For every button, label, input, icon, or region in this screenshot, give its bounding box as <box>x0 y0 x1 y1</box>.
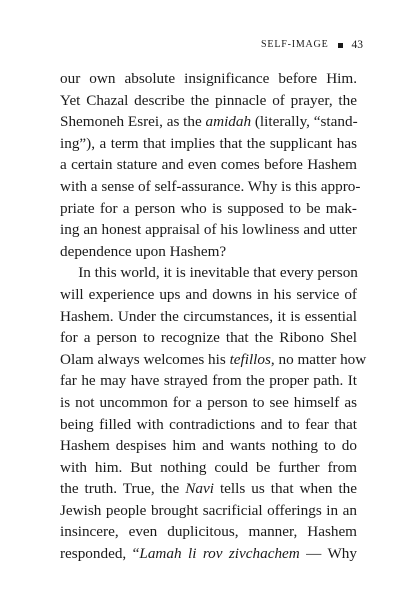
text-line: is not uncommon for a person to see himself as <box>60 393 357 411</box>
text-line: Olam always welcomes his tefillos, no matter how <box>60 350 367 368</box>
text-line: ing an honest appraisal of his lowliness and utter <box>60 221 357 239</box>
text-line: will experience ups and downs in his service of <box>60 285 357 303</box>
text-line: with him. But nothing could be further from <box>60 458 357 476</box>
paragraph <box>60 68 361 262</box>
text-line: responded, “Lamah li rov zivchachem — Why <box>60 545 357 563</box>
italic-term: Navi <box>185 480 214 498</box>
text-line: dependence upon Hashem? <box>60 242 227 260</box>
text-line: priate for a person who is supposed to be mak- <box>60 199 357 217</box>
text-line: Hashem. Under the circumstances, it is essential <box>60 307 357 325</box>
italic-term: amidah <box>205 113 252 131</box>
paragraph <box>60 262 367 564</box>
text-line: a certain stature and even comes before Hashem <box>60 156 357 174</box>
text-line: insincere, even duplicitous, manner, Hashem <box>60 523 357 541</box>
text-line: our own absolute insignificance before Him. <box>60 70 357 87</box>
text-line: with a sense of self-assurance. Why is this appro- <box>60 177 361 195</box>
text-line: Yet Chazal describe the pinnacle of prayer, the <box>60 91 357 109</box>
text-line: far he may have strayed from the proper path. It <box>60 372 357 390</box>
text-line: Hashem despises him and wants nothing to do <box>60 437 357 455</box>
text-line: the truth. True, the Navi tells us that when the <box>60 480 358 498</box>
page-number: 43 <box>351 39 363 51</box>
body-text <box>60 68 367 565</box>
text-line: ing”), a term that implies that the supplicant has <box>60 134 357 152</box>
italic-term: tefillos <box>229 350 271 368</box>
text-line: In this world, it is inevitable that every person <box>78 264 358 282</box>
running-header-section-title: SELF-IMAGE <box>261 39 329 50</box>
running-header <box>261 38 363 52</box>
italic-term: Lamah li rov zivchachem <box>139 545 300 563</box>
text-line: for a person to recognize that the Ribono Shel <box>60 329 357 347</box>
square-bullet-icon <box>338 43 343 48</box>
text-line: Shemoneh Esrei, as the amidah (literally, “stand- <box>60 113 358 131</box>
text-line: being filled with contradictions and to fear that <box>60 415 357 433</box>
text-line: Jewish people brought sacrificial offerings in an <box>60 501 357 519</box>
